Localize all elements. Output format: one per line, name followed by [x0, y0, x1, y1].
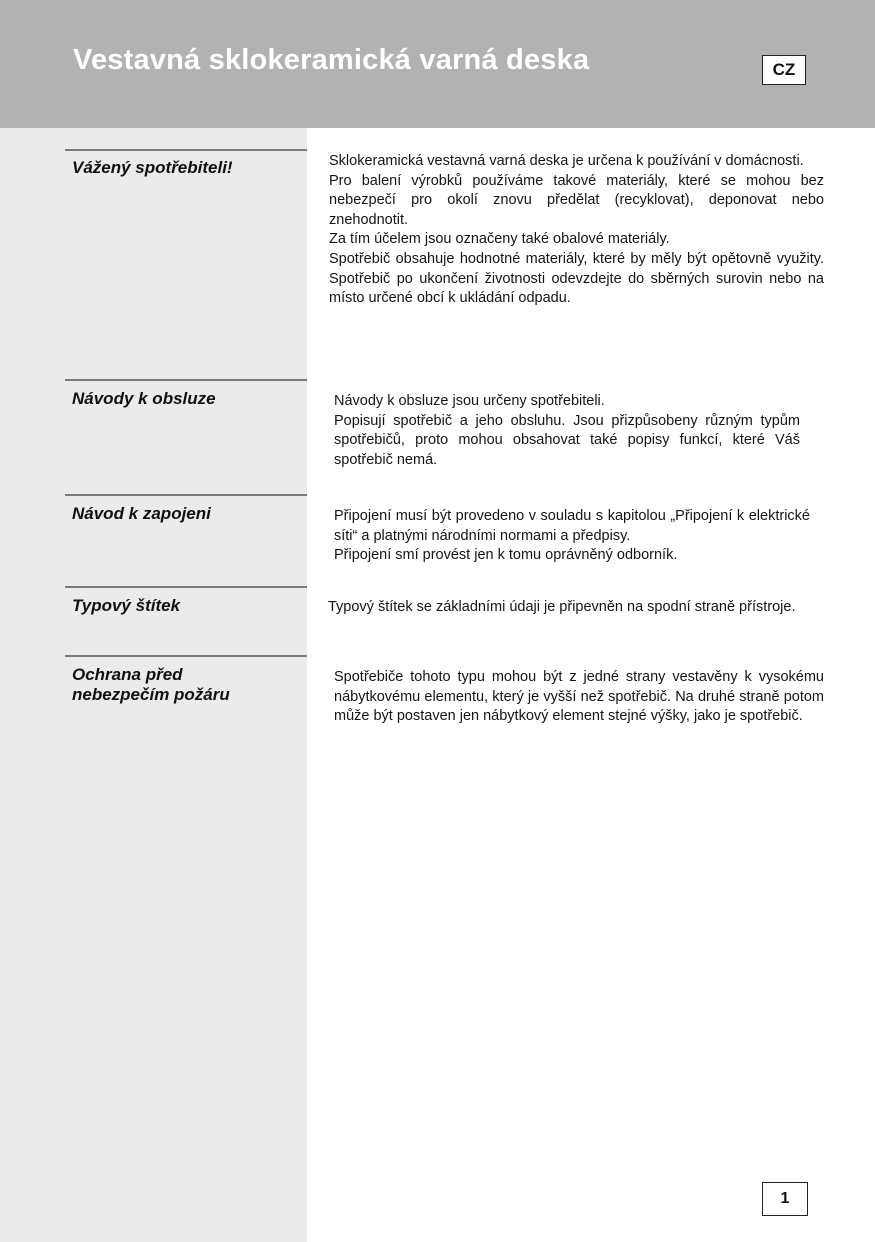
section-heading-rating-plate: Typový štítek	[72, 596, 181, 615]
section-heading-fire-protection	[72, 665, 302, 705]
paragraph: Návody k obsluze jsou určeny spotřebiteli.	[334, 393, 605, 409]
section-heading-operating-instructions: Návody k obsluze	[72, 389, 216, 408]
section-divider	[65, 586, 307, 588]
section-divider	[65, 655, 307, 657]
paragraph: Typový štítek se základními údaji je připevněn na spodní straně přístroje.	[328, 599, 796, 615]
heading-line: Ochrana před	[72, 665, 183, 684]
page-number: 1	[762, 1182, 808, 1216]
section-divider	[65, 149, 307, 151]
paragraph: Spotřebiče tohoto typu mohou být z jedné strany vestavěny k vysokému nábytkovému elementu, který je vyšší než spotřebič. Na druhé straně potom může být postaven jen nábytkový element stejné výšky, jako je spotřebič.	[334, 669, 824, 725]
section-divider	[65, 494, 307, 496]
heading-line: nebezpečím požáru	[72, 685, 230, 704]
paragraph: Popisují spotřebič a jeho obsluhu. Jsou přizpůsobeny různým typům spotřebičů, proto mohou obsahovat také popisy funkcí, které Váš spotřebič nemá.	[334, 412, 800, 468]
section-heading-dear-customer: Vážený spotřebiteli!	[72, 158, 233, 177]
document-title: Vestavná sklokeramická varná deska	[73, 44, 590, 76]
section-body-fire-protection	[334, 668, 824, 727]
section-heading-connection-guide: Návod k zapojeni	[72, 504, 211, 523]
language-badge: CZ	[762, 55, 806, 85]
paragraph: Spotřebič obsahuje hodnotné materiály, které by měly být opětovně využity. Spotřebič po ukončení životnosti odevzdejte do sběrných surovin nebo na místo určené obcí k ukládání odpadu.	[329, 250, 824, 307]
section-body-dear-customer	[329, 152, 824, 309]
paragraph: Sklokeramická vestavná varná deska je určena k používání v domácnosti.	[329, 153, 804, 169]
paragraph: Připojení smí provést jen k tomu oprávněný odborník.	[334, 547, 678, 564]
section-body-operating-instructions	[334, 392, 800, 470]
section-divider	[65, 379, 307, 381]
page-header	[0, 0, 875, 128]
section-body-connection-guide	[334, 507, 810, 566]
section-body-rating-plate	[328, 596, 804, 619]
paragraph: Za tím účelem jsou označeny také obalové materiály.	[329, 231, 670, 248]
paragraph: Připojení musí být provedeno v souladu s kapitolou „Připojení k elektrické síti“ a platnými národními normami a předpisy.	[334, 508, 810, 544]
paragraph: Pro balení výrobků používáme takové materiály, které se mohou bez nebezpečí pro okolí znovu předělat (recyklovat), deponovat nebo znehodnotit.	[329, 172, 824, 228]
